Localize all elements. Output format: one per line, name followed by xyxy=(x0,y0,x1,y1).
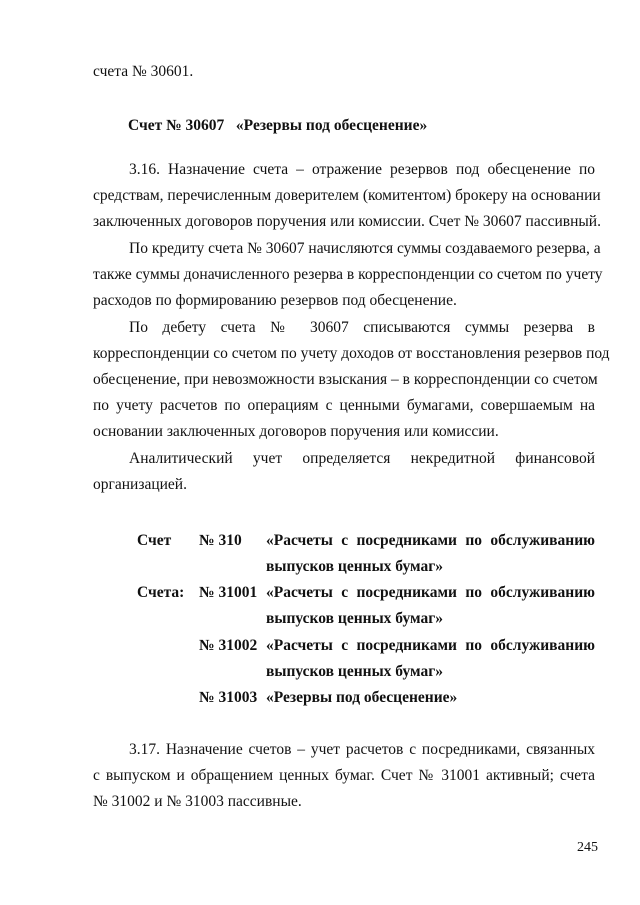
paragraph-debit-line-5: основании заключенных договоров поручения или комиссии. xyxy=(93,423,499,440)
paragraph-credit-line-3: расходов по формированию резервов под обесценение. xyxy=(93,292,457,309)
page-number: 245 xyxy=(577,840,598,855)
account-31001-desc-line-1: «Расчеты с посредниками по обслуживанию xyxy=(266,584,595,601)
paragraph-analytic-line-2: организацией. xyxy=(93,476,187,493)
account-31003-number: № 31003 xyxy=(199,689,258,706)
paragraph-3-17-line-3: № 31002 и № 31003 пассивные. xyxy=(93,793,302,810)
account-label-single: Счет xyxy=(137,532,172,549)
paragraph-3-17-line-2: с выпуском и обращением ценных бумаг. Счет № 31001 активный; счета xyxy=(93,767,595,784)
account-31001-number: № 31001 xyxy=(199,584,258,601)
paragraph-debit-line-3: обесценение, при невозможности взыскания – в корреспонденции со счетом xyxy=(93,371,598,388)
account-31003-desc: «Резервы под обесценение» xyxy=(266,689,458,706)
account-31002-desc-line-2: выпусков ценных бумаг» xyxy=(266,663,443,680)
account-label-plural: Счета: xyxy=(137,584,185,601)
paragraph-credit-line-2: также суммы доначисленного резерва в корреспонденции со счетом по учету xyxy=(93,266,603,283)
paragraph-debit-line-1: По дебету счета № 30607 списываются суммы резерва в xyxy=(129,319,595,336)
paragraph-3-16-line-3: заключенных договоров поручения или комиссии. Счет № 30607 пассивный. xyxy=(93,213,601,230)
account-310-number: № 310 xyxy=(199,532,242,549)
account-31001-desc-line-2: выпусков ценных бумаг» xyxy=(266,610,443,627)
paragraph-3-17-line-1: 3.17. Назначение счетов – учет расчетов с посредниками, связанных xyxy=(129,741,595,758)
paragraph-debit-line-4: по учету расчетов по операциям с ценными бумагами, совершаемым на xyxy=(93,397,595,414)
account-31002-number: № 31002 xyxy=(199,637,258,654)
account-310-desc-line-2: выпусков ценных бумаг» xyxy=(266,558,443,575)
account-31002-desc-line-1: «Расчеты с посредниками по обслуживанию xyxy=(266,637,595,654)
top-line: счета № 30601. xyxy=(93,63,194,80)
account-310-desc-line-1: «Расчеты с посредниками по обслуживанию xyxy=(266,532,595,549)
paragraph-3-16-line-2: средствам, перечисленным доверителем (комитентом) брокеру на основании xyxy=(93,187,601,204)
paragraph-debit-line-2: корреспонденции со счетом по учету доходов от восстановления резервов под xyxy=(93,345,610,362)
paragraph-analytic-line-1: Аналитический учет определяется некредитной финансовой xyxy=(129,450,595,467)
paragraph-3-16-line-1: 3.16. Назначение счета – отражение резервов под обесценение по xyxy=(129,161,595,178)
paragraph-credit-line-1: По кредиту счета № 30607 начисляются суммы создаваемого резерва, а xyxy=(129,240,601,257)
section-heading: Счет № 30607 «Резервы под обесценение» xyxy=(128,117,428,134)
